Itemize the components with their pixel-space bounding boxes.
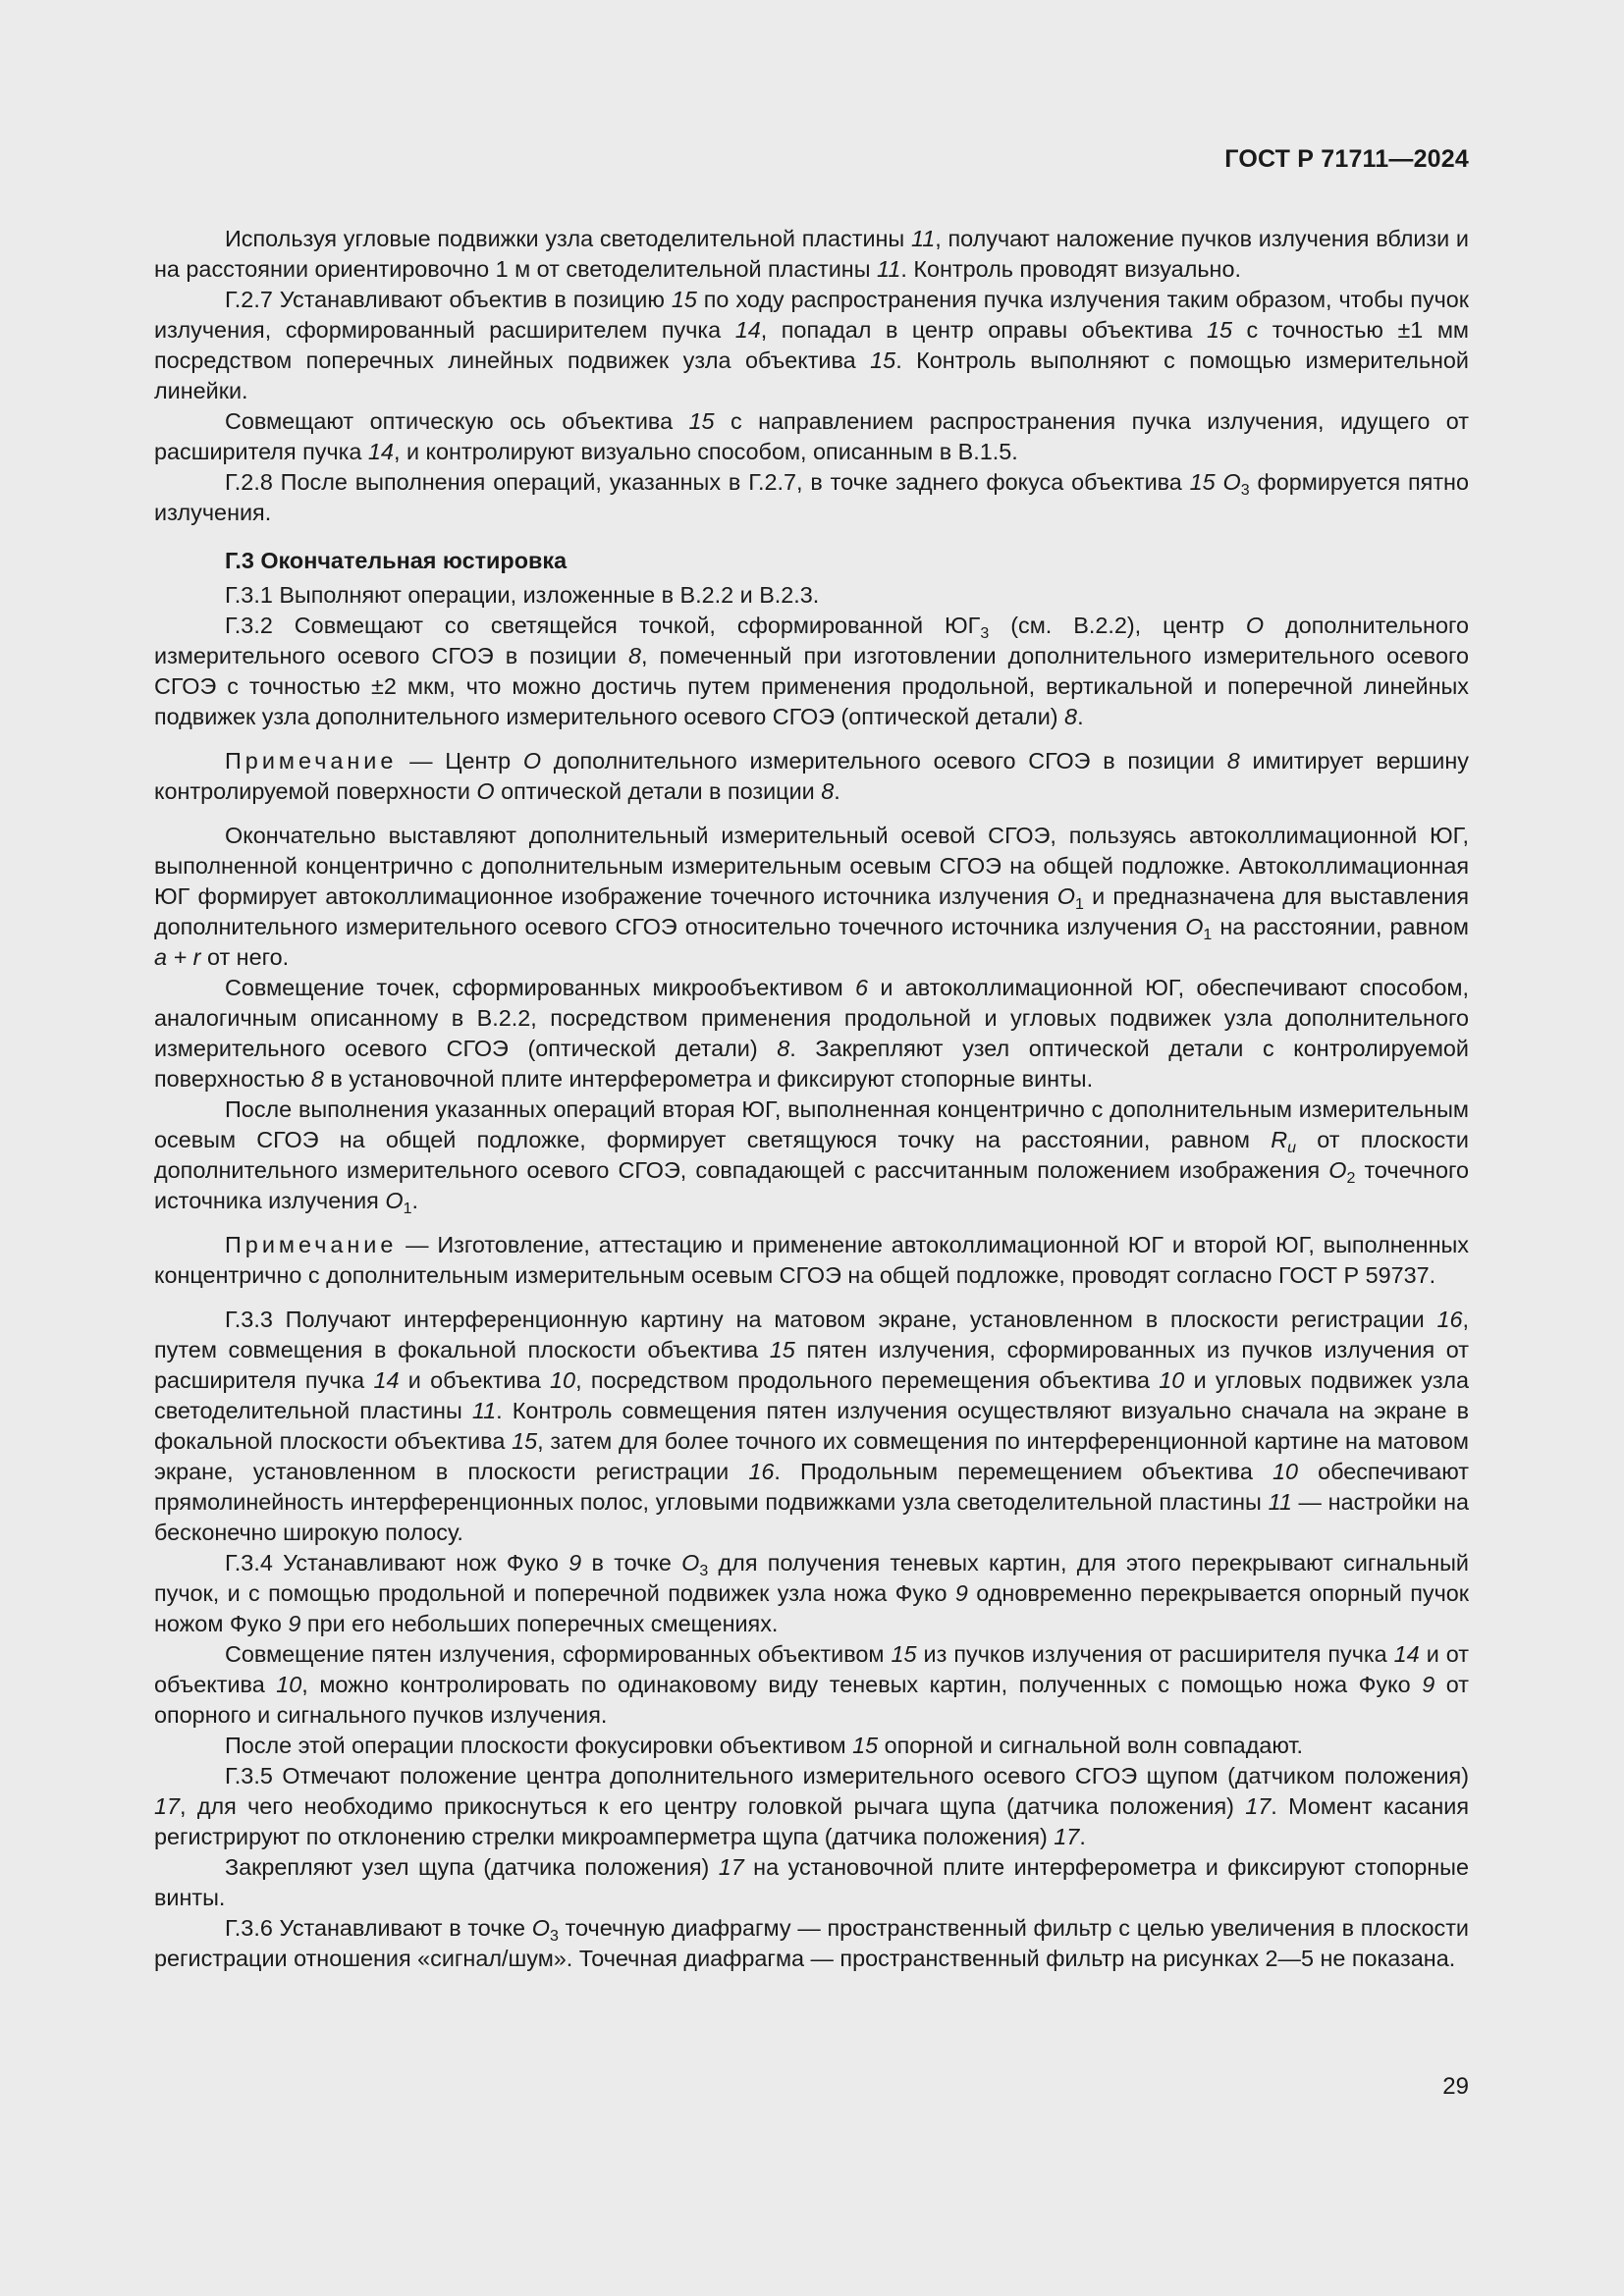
paragraph: Окончательно выставляют дополнительный измерительный осевой СГОЭ, пользуясь автоколлимационной ЮГ, выполненной концентрично с дополнительным измерительным осевым СГОЭ на общей подложке. Автоколлимационная ЮГ формирует автоколлимационное изображение точечного источника излучения $O_1$ и предназначена для выставления дополнительного измерительного осевого СГОЭ относительно точечного источника излучения $O_1$ на расстоянии, равном a + r от него. bbox=[154, 823, 1469, 970]
section-heading-g3: Г.3 Окончательная юстировка bbox=[225, 548, 568, 573]
page-number: 29 bbox=[1442, 2073, 1469, 2100]
paragraph: Совмещают оптическую ось объектива 15 с направлением распространения пучка излучения, идущего от расширителя пучка 14, и контролируют визуально способом, описанным в В.1.5. bbox=[154, 408, 1470, 464]
note-2: Примечание — Изготовление, аттестацию и применение автоколлимационной ЮГ и второй ЮГ, выполненных концентрично с дополнительным измерительным осевым СГОЭ на общей подложке, проводят согласно ГОСТ Р 59737. bbox=[154, 1232, 1469, 1288]
paragraph: Совмещение точек, сформированных микрообъективом 6 и автоколлимационной ЮГ, обеспечивают способом, аналогичным описанному в В.2.2, посредством применения продольной и угловых подвижек узла дополнительного измерительного осевого СГОЭ (оптической детали) 8. Закрепляют узел оптической детали с контролируемой поверхностью 8 в установочной плите интерферометра и фиксируют стопорные винты. bbox=[154, 975, 1469, 1092]
paragraph-g2-8: Г.2.8 После выполнения операций, указанных в Г.2.7, в точке заднего фокуса объектива 15 $O_3$ формируется пятно излучения. bbox=[154, 469, 1469, 525]
paragraph: После выполнения указанных операций вторая ЮГ, выполненная концентрично с дополнительным измерительным осевым СГОЭ на общей подложке, формирует светящуюся точку на расстоянии, равном $R_u$ от плоскости дополнительного измерительного осевого СГОЭ, совпадающей с рассчитанным положением изображения $O_2$ точечного источника излучения $O_1$. bbox=[154, 1096, 1469, 1217]
paragraph-g3-2: Г.3.2 Совмещают со светящейся точкой, сформированной $ЮГ_3$ (см. В.2.2), центр O дополнительного измерительного осевого СГОЭ в позиции 8, помеченный при изготовлении дополнительного измерительного осевого СГОЭ с точностью ±2 мкм, что можно достичь путем применения продольной, вертикальной и поперечной линейных подвижек узла дополнительного измерительного осевого СГОЭ (оптической детали) 8. bbox=[154, 613, 1469, 729]
paragraph-g2-7: Г.2.7 Устанавливают объектив в позицию 15 по ходу распространения пучка излучения таким образом, чтобы пучок излучения, сформированный расширителем пучка 14, попадал в центр оправы объектива 15 с точностью ±1 мм посредством поперечных линейных подвижек узла объектива 15. Контроль выполняют с помощью измерительной линейки. bbox=[154, 287, 1469, 403]
paragraph: После этой операции плоскости фокусировки объективом 15 опорной и сигнальной волн совпадают. bbox=[225, 1733, 1303, 1758]
paragraph: Совмещение пятен излучения, сформированных объективом 15 из пучков излучения от расширителя пучка 14 и от объектива 10, можно контролировать по одинаковому виду теневых картин, полученных с помощью ножа Фуко 9 от опорного и сигнального пучков излучения. bbox=[154, 1641, 1469, 1728]
paragraph-g3-6: Г.3.6 Устанавливают в точке $O_3$ точечную диафрагму — пространственный фильтр с целью увеличения в плоскости регистрации отношения «сигнал/шум». Точечная диафрагма — пространственный фильтр на рисунках 2—5 не показана. bbox=[154, 1915, 1469, 1971]
paragraph-g3-1: Г.3.1 Выполняют операции, изложенные в В.2.2 и В.2.3. bbox=[225, 582, 820, 608]
paragraph-g3-4: Г.3.4 Устанавливают нож Фуко 9 в точке $O_3$ для получения теневых картин, для этого перекрывают сигнальный пучок, и с помощью продольной и поперечной подвижек узла ножа Фуко 9 одновременно перекрывается опорный пучок ножом Фуко 9 при его небольших поперечных смещениях. bbox=[154, 1550, 1469, 1636]
paragraph-g3-3: Г.3.3 Получают интерференционную картину на матовом экране, установленном в плоскости регистрации 16, путем совмещения в фокальной плоскости объектива 15 пятен излучения, сформированных из пучков излучения от расширителя пучка 14 и объектива 10, посредством продольного перемещения объектива 10 и угловых подвижек узла светоделительной пластины 11. Контроль совмещения пятен излучения осуществляют визуально сначала на экране в фокальной плоскости объектива 15, затем для более точного их совмещения по интерференционной картине на матовом экране, установленном в плоскости регистрации 16. Продольным перемещением объектива 10 обеспечивают прямолинейность интерференционных полос, угловыми подвижками узла светоделительной пластины 11 — настройки на бесконечно широкую полосу. bbox=[154, 1307, 1470, 1545]
paragraph: Используя угловые подвижки узла светоделительной пластины 11, получают наложение пучков излучения вблизи и на расстоянии ориентировочно 1 м от светоделительной пластины 11. Контроль проводят визуально. bbox=[154, 226, 1469, 282]
note-1: Примечание — Центр O дополнительного измерительного осевого СГОЭ в позиции 8 имитирует вершину контролируемой поверхности O оптической детали в позиции 8. bbox=[154, 748, 1469, 804]
paragraph-g3-5: Г.3.5 Отмечают положение центра дополнительного измерительного осевого СГОЭ щупом (датчиком положения) 17, для чего необходимо прикоснуться к его центру головкой рычага щупа (датчика положения) 17. Момент касания регистрируют по отклонению стрелки микроамперметра щупа (датчика положения) 17. bbox=[154, 1763, 1469, 1849]
document-header: ГОСТ Р 71711—2024 bbox=[1224, 145, 1469, 173]
document-body bbox=[154, 224, 1469, 1974]
paragraph: Закрепляют узел щупа (датчика положения) 17 на установочной плите интерферометра и фиксируют стопорные винты. bbox=[154, 1854, 1469, 1910]
